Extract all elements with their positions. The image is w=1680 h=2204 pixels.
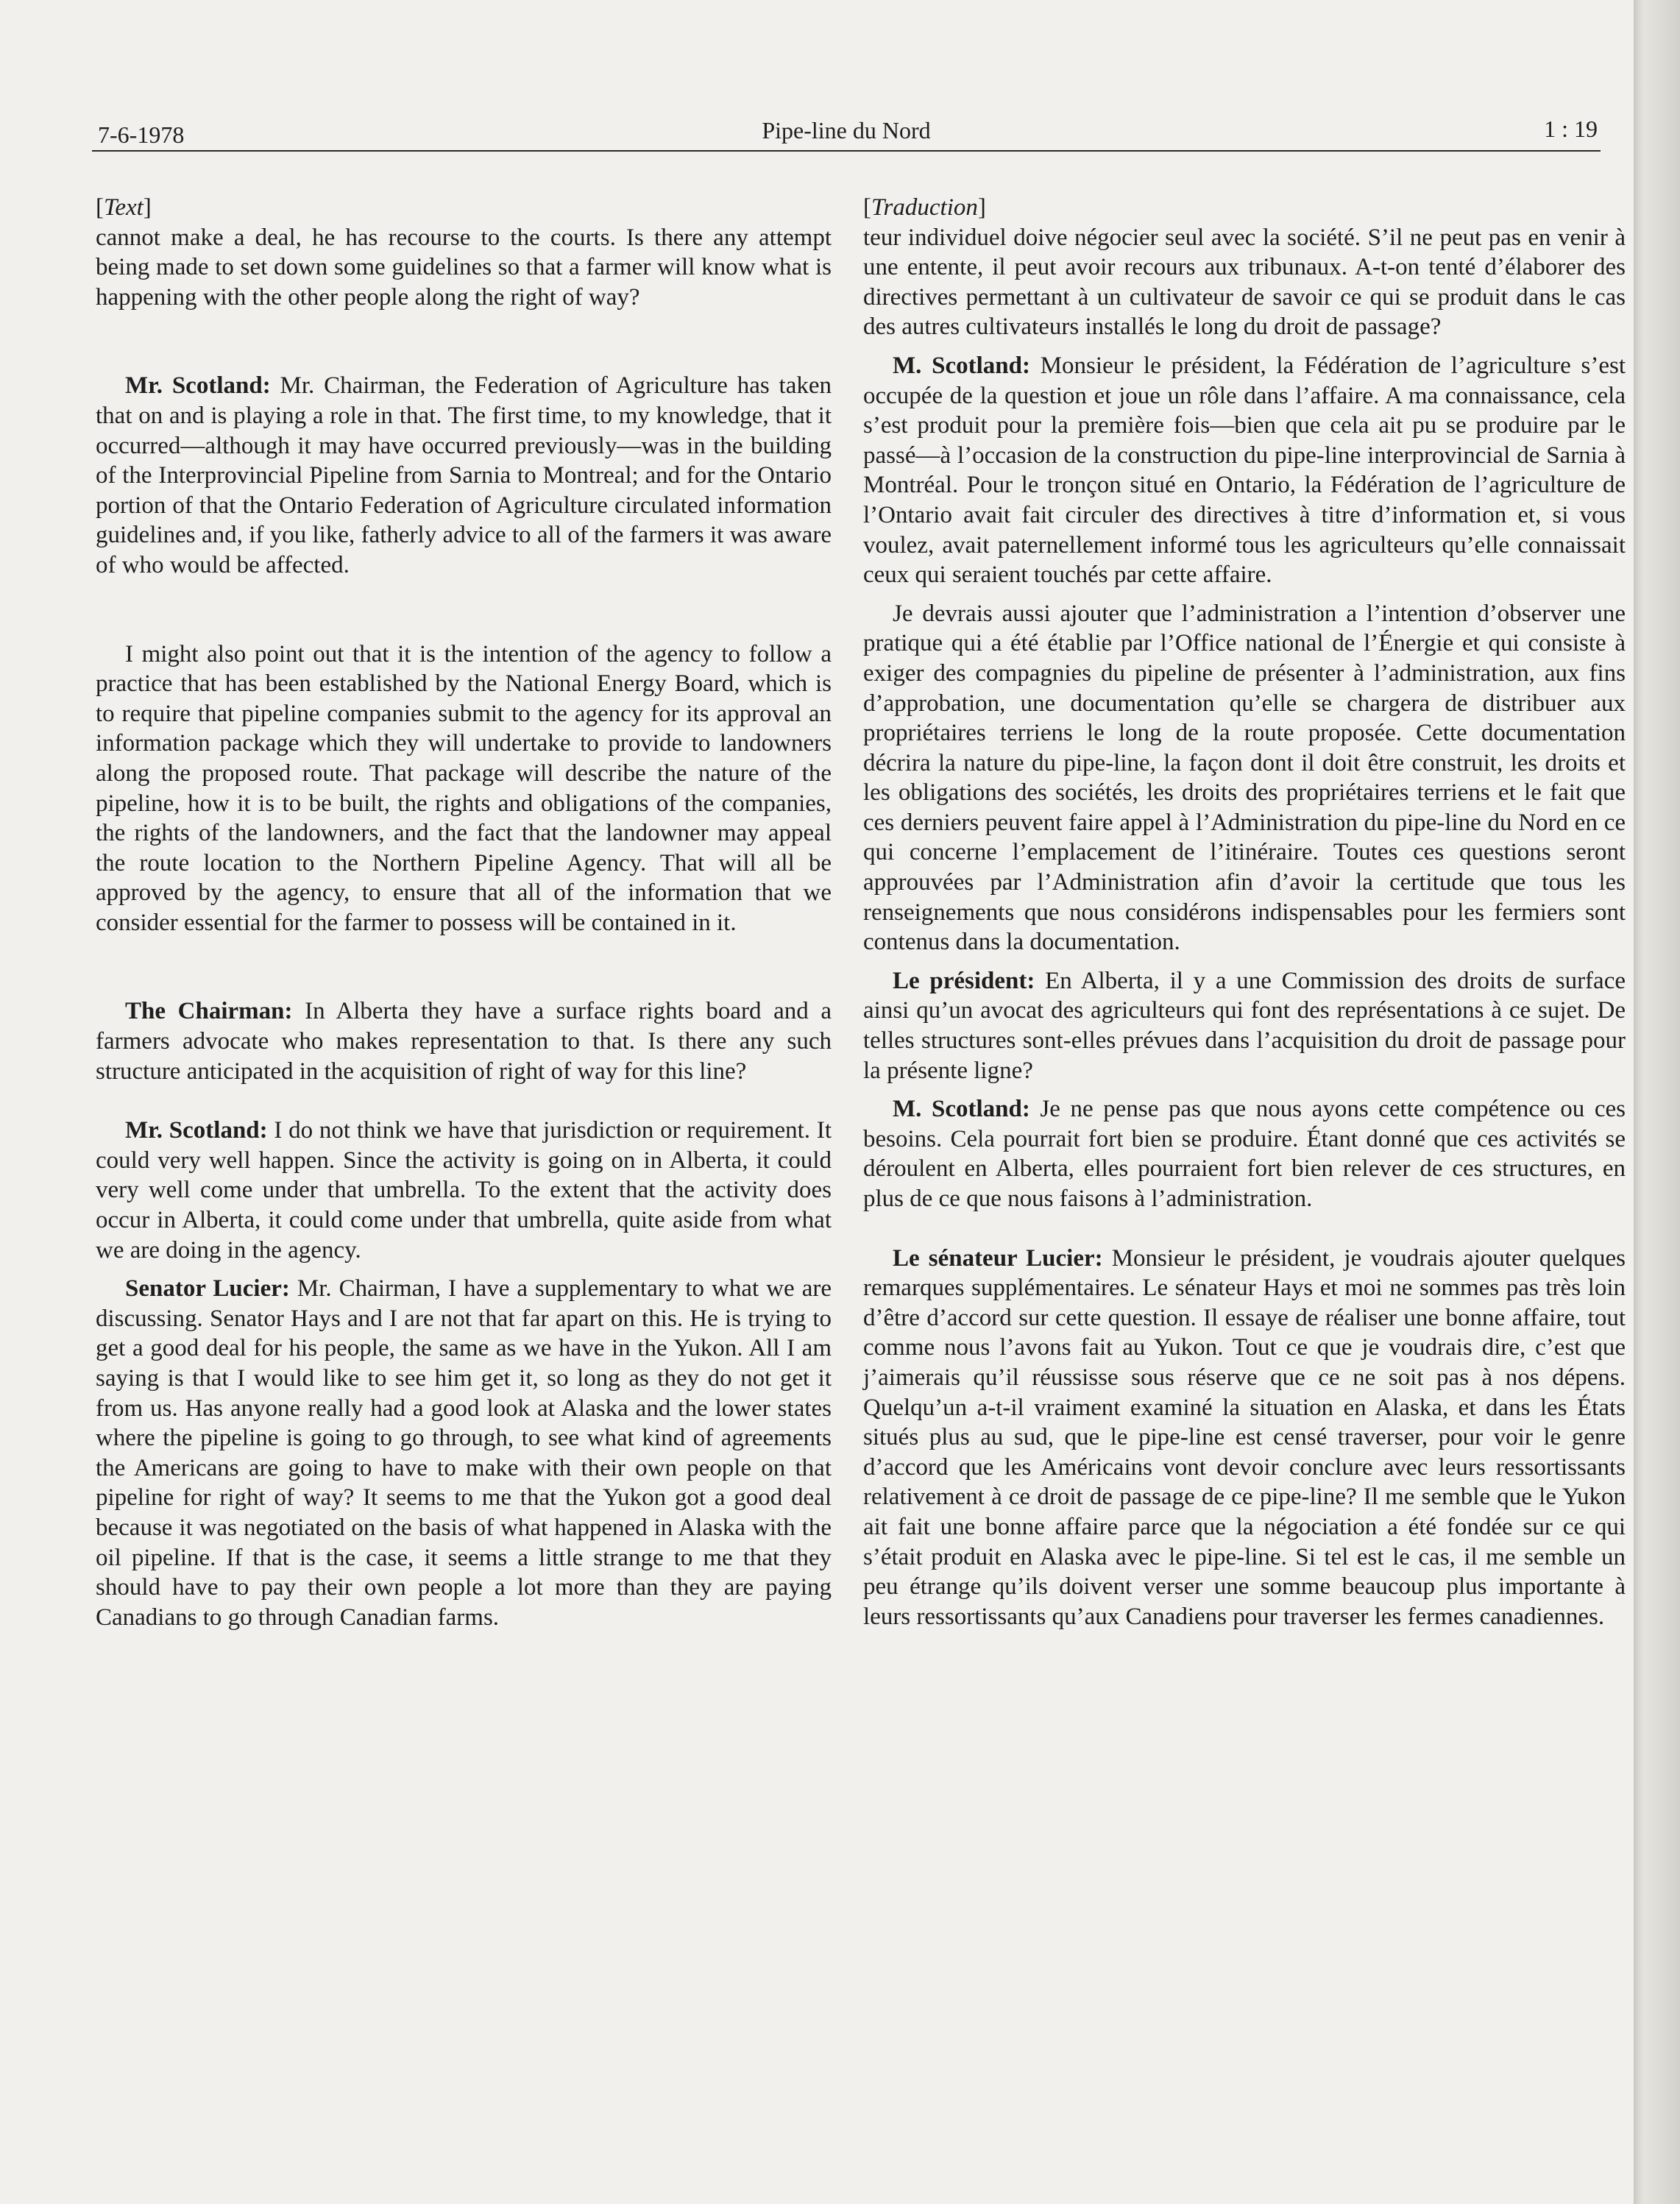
- header-title: Pipe-line du Nord: [762, 117, 931, 143]
- speaker-name: Mr. Scotland:: [125, 372, 271, 400]
- paragraph: [96, 639, 832, 938]
- paragraph-text: Je ne pense pas que nous ayons cette compétence ou ces besoins. Cela pourrait fort bien se produire. Étant donné que ces activités se déroulent en Alberta, elles pourraient fort bien relever de ces structures, en plus de ce que nous faisons à l’administration.: [863, 1096, 1626, 1212]
- speaker-name: Senator Lucier:: [125, 1275, 290, 1303]
- paragraph-text: Monsieur le président, je voudrais ajouter quelques remarques supplémentaires. Le sénateur Hays et moi ne sommes pas très loin d’être d’accord sur cette question. Il essaye de réaliser une bonne affaire, tout comme nous l’avons fait au Yukon. Tout ce que je voudrais dire, c’est que j’aimerais qu’il réussisse sous réserve que ce ne soit pas à nos dépens. Quelqu’un a-t-il vraiment examiné la situation en Alaska, et dans les États situés plus au sud, que le pipe-line est censé traverser, pour voir le genre d’accord que les Américains vont devoir conclure avec leurs ressortissants relativement à ce droit de passage de ce pipe-line? Il me semble que le Yukon ait fait une bonne affaire parce que la négociation a été fondée sur ce qui s’était produit en Alaska avec le pipe-line. Si tel est le cas, il me semble un peu étrange qu’ils doivent verser une somme beaucoup plus importante à leurs ressortissants qu’aux Canadiens pour traverser les fermes canadiennes.: [863, 1244, 1626, 1630]
- english-column: [96, 193, 832, 1632]
- paragraph-text: Mr. Chairman, the Federation of Agriculture has taken that on and is playing a role in that. The first time, to my knowledge, that it occurred—although it may have occurred previously—was in the building of the Interprovincial Pipeline from Sarnia to Montreal; and for the Ontario portion of that the Ontario Federation of Agriculture circulated information guidelines and, if you like, fatherly advice to all of the farmers it was aware of who would be affected.: [96, 372, 832, 578]
- speaker-name: Le président:: [893, 967, 1035, 994]
- speaker-name: M. Scotland:: [893, 352, 1030, 379]
- paragraph: [96, 223, 832, 313]
- column-label: [ Text ]: [96, 193, 832, 223]
- paragraph: [863, 1094, 1626, 1213]
- paragraph-text: En Alberta, il y a une Commission des droits de surface ainsi qu’un avocat des agriculteurs qui font des représentations à ce sujet. De telles structures sont-elles prévues dans l’acquisition du droit de passage pour la présente ligne?: [863, 967, 1626, 1084]
- header-page-number: 1 : 19: [1544, 116, 1598, 142]
- header-date: 7-6-1978: [98, 121, 185, 148]
- speaker-name: M. Scotland:: [893, 1096, 1030, 1123]
- paragraph: [96, 371, 832, 580]
- binding-edge: [1634, 0, 1680, 2204]
- paragraph-text: teur individuel doive négocier seul avec la société. S’il ne peut pas en venir à une entente, il peut avoir recours aux tribunaux. A-t-on tenté d’élaborer des directives permettant à un cultivateur de savoir ce qui se produit dans le cas des autres cultivateurs installés le long du droit de passage?: [863, 224, 1626, 341]
- paragraph: [863, 1244, 1626, 1632]
- paragraph-text: cannot make a deal, he has recourse to the courts. Is there any attempt being made to set down some guidelines so that a farmer will know what is happening with the other people along the right of way?: [96, 224, 832, 311]
- speaker-name: Mr. Scotland:: [125, 1117, 268, 1144]
- paragraph-text: Monsieur le président, la Fédération de l’agriculture s’est occupée de la question et joue un rôle dans l’affaire. A ma connaissance, cela s’est produit pour la première fois—bien que cela ait pu se produire par le passé—à l’occasion de la construction du pipe-line interprovincial de Sarnia à Montréal. Pour le tronçon situé en Ontario, la Fédération de l’agriculture de l’Ontario avait fait circuler des directives à titre d’information et, si vous voulez, avait paternellement informé tous les agriculteurs qu’elle connaissait ceux qui seraient touchés par cette affaire.: [863, 352, 1626, 589]
- paragraph: [96, 1116, 832, 1265]
- paragraph: [96, 1274, 832, 1632]
- paragraph: [863, 223, 1626, 342]
- running-header: [92, 109, 1601, 152]
- paragraph-text: I might also point out that it is the intention of the agency to follow a practice that has been established by the National Energy Board, which is to require that pipeline companies submit to the agency for its approval an information package which they will undertake to provide to landowners along the proposed route. That package will describe the nature of the pipeline, how it is to be built, the rights and obligations of the companies, the rights of the landowners, and the fact that the landowner may appeal the route location to the Northern Pipeline Agency. That will all be approved by the agency, to ensure that all of the information that we consider essential for the farmer to possess will be contained in it.: [96, 640, 832, 936]
- french-column: [863, 193, 1626, 1631]
- paragraph-text: Je devrais aussi ajouter que l’administration a l’intention d’observer une pratique qui a été établie par l’Office national de l’Énergie et qui consiste à exiger des compagnies du pipeline de présenter à l’administration, aux fins d’approbation, une documentation qu’elle se chargera de distribuer aux propriétaires terriens le long de la route proposée. Cette documentation décrira la nature du pipe-line, la façon dont il doit être construit, les droits et les obligations des sociétés, les droits des propriétaires terriens et le fait que ces derniers peuvent faire appel à l’Administration du pipe-line du Nord en ce qui concerne l’emplacement de l’itinéraire. Toutes ces questions seront approuvées par l’Administration afin d’avoir la certitude que tous les renseignements que nous considérons indispensables pour les fermiers sont contenus dans la documentation.: [863, 600, 1626, 956]
- speaker-name: Le sénateur Lucier:: [893, 1244, 1103, 1272]
- paragraph-text: In Alberta they have a surface rights board and a farmers advocate who makes representation to that. Is there any such structure anticipated in the acquisition of right of way for this line?: [96, 998, 832, 1085]
- column-label: [ Traduction ]: [863, 193, 1626, 223]
- speaker-name: The Chairman:: [125, 998, 293, 1025]
- paragraph: [96, 996, 832, 1086]
- paragraph: [863, 966, 1626, 1085]
- paragraph-text: I do not think we have that jurisdiction or requirement. It could very well happen. Since the activity is going on in Alberta, it could very well come under that umbrella. To the extent that the activity does occur in Alberta, it could come under that umbrella, quite aside from what we are doing in the agency.: [96, 1117, 832, 1264]
- paragraph-text: Mr. Chairman, I have a supplementary to what we are discussing. Senator Hays and I are not that far apart on this. He is trying to get a good deal for his people, the same as we have in the Yukon. All I am saying is that I would like to see him get it, so long as they do not get it from us. Has anyone really had a good look at Alaska and the lower states where the pipeline is going to go through, to see what kind of agreements the Americans are going to have to make with their own people on that pipeline for right of way? It seems to me that the Yukon got a good deal because it was negotiated on the basis of what happened in Alaska with the oil pipeline. If that is the case, it seems a little strange to me that they should have to pay their own people a lot more than they are paying Canadians to go through Canadian farms.: [96, 1275, 832, 1631]
- paragraph: [863, 351, 1626, 590]
- paragraph: [863, 599, 1626, 957]
